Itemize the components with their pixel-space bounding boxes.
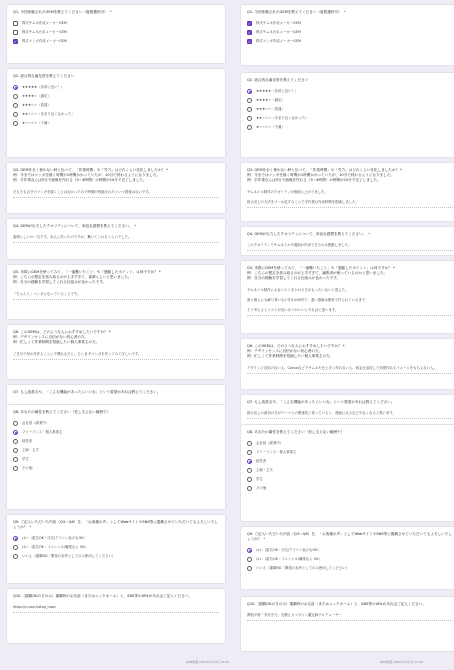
required-marker: *	[263, 537, 266, 542]
right-q6-card	[240, 338, 454, 390]
radio-icon[interactable]	[247, 477, 252, 482]
option-label: 学生	[256, 477, 263, 481]
checkbox-checked-icon[interactable]: ✓	[247, 20, 252, 26]
left-q2-card	[6, 68, 226, 158]
question-text: Q1. 今回体験されたGEMを教えてください（複数選択可） *	[247, 10, 346, 14]
option-label: ★★★☆☆（普通）	[256, 107, 285, 111]
radio-icon[interactable]	[13, 121, 18, 126]
radio-option[interactable]	[13, 110, 219, 119]
question-text: Q9. ご記入いただいた内容（Q3〜Q6）を、「お客様の声」としてWebサイトやSNS等に掲載させていただいてもよろしいでしょうか？ *	[247, 532, 452, 542]
radio-option[interactable]	[13, 119, 219, 128]
option-label: 株式サムネ作成メーカーGEM	[22, 21, 67, 25]
answer-field[interactable]: 関根平@「気付き力」を鍛えるマガジン鑑定師プロデューサー	[247, 610, 453, 621]
option-label: ★★★★☆（満足）	[256, 98, 285, 102]
question-text: Q3. GEMを全く使わない時と比べて、「作業時間」や「労力」はどれくらい変化しましたか？ * 例：今まではマンガを描く時間が1時間かかっていたが、10分で終わるようになりました。 例：手作業ならば5分で画像を作れる（3〜4時間）の時間が10分で完了しました。	[13, 168, 168, 183]
question-text: Q2. 総合的な満足度を教えてください	[247, 78, 309, 82]
right-q2-card	[240, 72, 454, 158]
options-group	[13, 83, 219, 128]
radio-icon[interactable]	[247, 116, 252, 121]
radio-selected-icon[interactable]	[13, 85, 18, 90]
answer-field[interactable]: 指示出しの最初の方がテーマとの関連性に寄っていると、漫画になるなど少なくなると思います。	[247, 408, 453, 419]
radio-option[interactable]	[247, 87, 453, 96]
option-label: その他:	[256, 486, 268, 490]
question-text: Q10.（掲載OKの方のみ）掲載時のお名前（またはニックネーム）と、SNS等のURLがあればご記入ください。	[247, 602, 426, 606]
option-label: 会社員（副業中）	[22, 421, 50, 425]
question-text: Q9. ご記入いただいた内容（Q3〜Q6）を、「お客様の声」としてWebサイトやSNS等に掲載させていただいてもよろしいでしょうか？ *	[13, 520, 218, 530]
answer-field[interactable]: そもそも自分でマンガを描くことはなかったので時間が短縮されたという感覚はないです。	[13, 187, 219, 198]
radio-option[interactable]	[13, 464, 219, 473]
radio-option[interactable]	[247, 123, 453, 132]
radio-option[interactable]	[247, 457, 453, 466]
option-label: はい（匿名OK・イニシャル/職業なら OK）	[22, 545, 89, 550]
radio-option[interactable]	[13, 83, 219, 92]
option-label: 株式マンガ作成メーカーGEM	[22, 39, 67, 43]
option-label: 株式サムネ台本メーカーGEM	[256, 30, 301, 34]
required-marker: *	[134, 224, 137, 228]
question-text: Q4. GEMが出力したクオリティについて、率直な感想を教えてください。 *	[247, 232, 371, 236]
radio-icon[interactable]	[13, 554, 18, 559]
right-q7-card	[240, 394, 454, 428]
right-q5-card	[240, 260, 454, 334]
left-q10-card	[6, 588, 226, 644]
right-q1-card	[240, 4, 454, 66]
option-label: ★☆☆☆☆（不満）	[22, 121, 51, 125]
radio-option[interactable]	[13, 428, 219, 437]
checkbox-option[interactable]	[247, 37, 453, 46]
question-text: Q5. 実際にGEMを使ってみて、「一番驚いたこと」や「感動したポイント」は何ですか？ * 例：こちらの想定を汲み取るのが上手すぎて、素晴らしいと思いました。 例：自分の経験を学習してくれる仕組みが良かったです。	[13, 270, 161, 285]
left-footer-timestamp: @BE影響 2025年12月2日 15:04	[186, 660, 229, 664]
option-label: はい（匿名OK・イニシャル/職業なら OK）	[256, 557, 323, 562]
radio-option[interactable]	[247, 484, 453, 493]
options-group	[13, 19, 219, 46]
right-q10-card	[240, 596, 454, 652]
required-marker: *	[109, 10, 112, 14]
options-group	[247, 19, 453, 46]
radio-icon[interactable]	[13, 545, 18, 550]
checkbox-option[interactable]	[13, 37, 219, 46]
option-label: 経営者	[22, 439, 33, 443]
right-q8-card	[240, 424, 454, 522]
option-label: いいえ（掲載NG・開発の参考としてのみ使用してください）	[22, 554, 116, 559]
radio-option[interactable]	[247, 439, 453, 448]
radio-icon[interactable]	[247, 486, 252, 491]
options-group	[247, 87, 453, 132]
radio-icon[interactable]	[13, 103, 18, 108]
question-text: Q8. あなたの属性を教えてください（差し支えない範囲で）	[247, 430, 345, 434]
left-q3-card	[6, 162, 226, 214]
radio-option[interactable]	[247, 105, 453, 114]
option-label: 株式サムネ作成メーカーGEM	[256, 21, 301, 25]
required-marker: *	[29, 525, 32, 530]
option-label: 株式サムネ台本メーカーGEM	[22, 30, 67, 34]
options-group	[13, 534, 219, 561]
checkbox-checked-icon[interactable]: ✓	[247, 29, 252, 35]
option-label: ★★☆☆☆（あまり良くなかった）	[256, 116, 309, 120]
left-q6-card	[6, 324, 226, 380]
radio-selected-icon[interactable]	[247, 89, 252, 94]
left-q5-card	[6, 264, 226, 320]
radio-icon[interactable]	[13, 448, 18, 453]
radio-icon[interactable]	[247, 450, 252, 455]
option-label: はい（匿名OK・氏名/アイコン表示もOK）	[256, 548, 321, 553]
radio-option[interactable]	[13, 419, 219, 428]
radio-icon[interactable]	[247, 107, 252, 112]
checkbox-option[interactable]	[13, 19, 219, 28]
question-text: Q3. GEMを全く使わない時と比べて、「作業時間」や「労力」はどれくらい変化しましたか？ * 例：今まではマンガを描く時間が1時間かかっていたが、10分で終わるようになりました。 例：手作業ならば5分で画像を作れる（3〜4時間）の時間が10分で完了しました。	[247, 168, 402, 183]
question-text: Q8. あなたの属性を教えてください（差し支えない範囲で）	[13, 410, 111, 414]
radio-option[interactable]	[247, 448, 453, 457]
question-text: Q1. 今回体験されたGEMを教えてください（複数選択可） *	[13, 10, 112, 14]
answer-field[interactable]: デザインに自信のない人。Canvaなどでサムネやを上手く作れない人。税金を活用して何度作れるイメージをもちえない人。	[247, 363, 453, 374]
radio-option[interactable]	[247, 555, 453, 564]
option-label: フリーランス・個人事業主	[22, 430, 63, 434]
answer-field[interactable]: https://x.com/Lstep_haza	[13, 602, 219, 613]
radio-option[interactable]	[13, 552, 219, 561]
right-q3-card	[240, 162, 454, 222]
option-label: はい（匿名OK・氏名/アイコン表示もOK）	[22, 536, 87, 541]
options-group	[247, 439, 453, 493]
radio-icon[interactable]	[247, 468, 252, 473]
radio-option[interactable]	[247, 466, 453, 475]
radio-selected-icon[interactable]	[13, 536, 18, 541]
radio-icon[interactable]	[13, 112, 18, 117]
radio-selected-icon[interactable]	[247, 548, 252, 553]
option-label: 主婦・主夫	[256, 468, 273, 472]
checkbox-icon[interactable]	[13, 21, 18, 26]
radio-option[interactable]	[13, 534, 219, 543]
checkbox-option[interactable]	[247, 19, 453, 28]
option-label: 学生	[22, 457, 29, 461]
option-label: ★★★☆☆（普通）	[22, 103, 51, 107]
option-label: 主婦・主夫	[22, 448, 39, 452]
required-marker: *	[368, 232, 371, 236]
radio-icon[interactable]	[13, 439, 18, 444]
left-q8-card	[6, 404, 226, 510]
option-label: 会社員（副業中）	[256, 441, 284, 445]
answer-field[interactable]: サムネイル制作のクオリティが格段に上がりました。 指示出しの方法をツール化することで手作業の作成時間を削減しました。	[247, 187, 453, 208]
radio-icon[interactable]	[247, 125, 252, 130]
option-label: ★★★★☆（満足）	[22, 94, 51, 98]
answer-field[interactable]: 「ちゃんと」マンガになっていることです。	[13, 289, 219, 300]
question-text: Q6. このGEMは、どのような人におすすめしたいですか？ * 例：デザインセンスに自信がない初心者の方。 例：忙しくて作業時間を短縮したい個人事業主の方。	[247, 344, 345, 359]
radio-icon[interactable]	[247, 98, 252, 103]
radio-selected-icon[interactable]	[13, 430, 18, 435]
checkbox-option[interactable]	[13, 28, 219, 37]
option-label: ★★☆☆☆（あまり良くなかった）	[22, 112, 75, 116]
radio-option[interactable]	[13, 92, 219, 101]
radio-icon[interactable]	[13, 94, 18, 99]
option-label: フリーランス・個人事業主	[256, 450, 297, 454]
options-group	[247, 546, 453, 573]
question-text: Q7. もし改善点や、「こんな機能があったらいいな」という要望があれば教えてください。	[13, 390, 161, 394]
radio-option[interactable]	[13, 543, 219, 552]
option-label: ★★★★★（非常に良い！）	[22, 85, 65, 89]
checkbox-option[interactable]	[247, 28, 453, 37]
answer-field[interactable]: サムネイル制作にお金コストをかける方がもったいないと思えた。 我々個人にも解り易いものを5,000円で、違い漫画は無料で作られているまで そう考えるとコストが良いほうがいいとすればと思います。	[247, 285, 453, 317]
option-label: ★★★★★（非常に良い！）	[256, 89, 299, 93]
checkbox-icon[interactable]	[13, 30, 18, 35]
answer-field[interactable]: このクオリティでサムネイルや漫画が作成できるのは感動しました。	[247, 240, 453, 251]
left-q1-card	[6, 4, 226, 64]
radio-option[interactable]	[247, 96, 453, 105]
option-label: ★☆☆☆☆（不満）	[256, 125, 285, 129]
answer-field[interactable]: ご自分で何かを作ることに不慣れな方に、ひとまずマンガを作ってみてほしいです。	[13, 349, 219, 360]
left-q9-card	[6, 514, 226, 584]
left-q4-card	[6, 218, 226, 260]
question-text: Q10.（掲載OKの方のみ）掲載時のお名前（またはニックネーム）と、SNS等のURLがあればご記入ください。	[13, 594, 192, 598]
radio-option[interactable]	[247, 546, 453, 555]
option-label: いいえ（掲載NG・開発の参考としてのみ使用してください）	[256, 566, 350, 571]
radio-selected-icon[interactable]	[247, 459, 252, 464]
radio-icon[interactable]	[13, 457, 18, 462]
radio-icon[interactable]	[247, 557, 252, 562]
question-text: Q4. GEMが出力したクオリティについて、率直な感想を教えてください。 *	[13, 224, 137, 228]
option-label: その他:	[22, 466, 34, 470]
checkbox-checked-icon[interactable]: ✓	[13, 38, 18, 44]
radio-icon[interactable]	[13, 466, 18, 471]
options-group	[13, 419, 219, 473]
radio-option[interactable]	[247, 114, 453, 123]
question-text: Q7. もし改善点や、「こんな機能があったらいいな」という要望があれば教えてください。	[247, 400, 395, 404]
checkbox-checked-icon[interactable]: ✓	[247, 38, 252, 44]
radio-icon[interactable]	[247, 441, 252, 446]
question-text: Q2. 総合的な満足度を教えてください	[13, 74, 75, 78]
right-footer-timestamp: @BE影響 2025年12月1日 15:44	[380, 660, 423, 664]
option-label: 株式マンガ作成メーカーGEM	[256, 39, 301, 43]
answer-field[interactable]: 素晴らしいの一言です。本人に作ったのですが、驚いてくれるくらいでした。	[13, 232, 219, 243]
question-text: Q6. このGEMは、どのような人におすすめしたいですか？ * 例：デザインセンスに自信がない初心者の方。 例：忙しくて作業時間を短縮したい個人事業主の方。	[13, 330, 111, 345]
radio-option[interactable]	[247, 564, 453, 573]
radio-icon[interactable]	[13, 421, 18, 426]
required-marker: *	[343, 10, 346, 14]
question-text: Q5. 実際にGEMを使ってみて、「一番驚いたこと」や「感動したポイント」は何ですか？ * 例：こちらの想定を汲み取るのが上手すぎて、編集者が使っているのかと思いました。 例：自分の経験を学習してくれる仕組みが良かったです。	[247, 266, 395, 281]
radio-option[interactable]	[13, 101, 219, 110]
radio-option[interactable]	[13, 437, 219, 446]
option-label: 経営者	[256, 459, 267, 463]
radio-icon[interactable]	[247, 566, 252, 571]
right-q4-card	[240, 226, 454, 256]
radio-option[interactable]	[13, 446, 219, 455]
radio-option[interactable]	[247, 475, 453, 484]
right-q9-card	[240, 526, 454, 590]
radio-option[interactable]	[13, 455, 219, 464]
